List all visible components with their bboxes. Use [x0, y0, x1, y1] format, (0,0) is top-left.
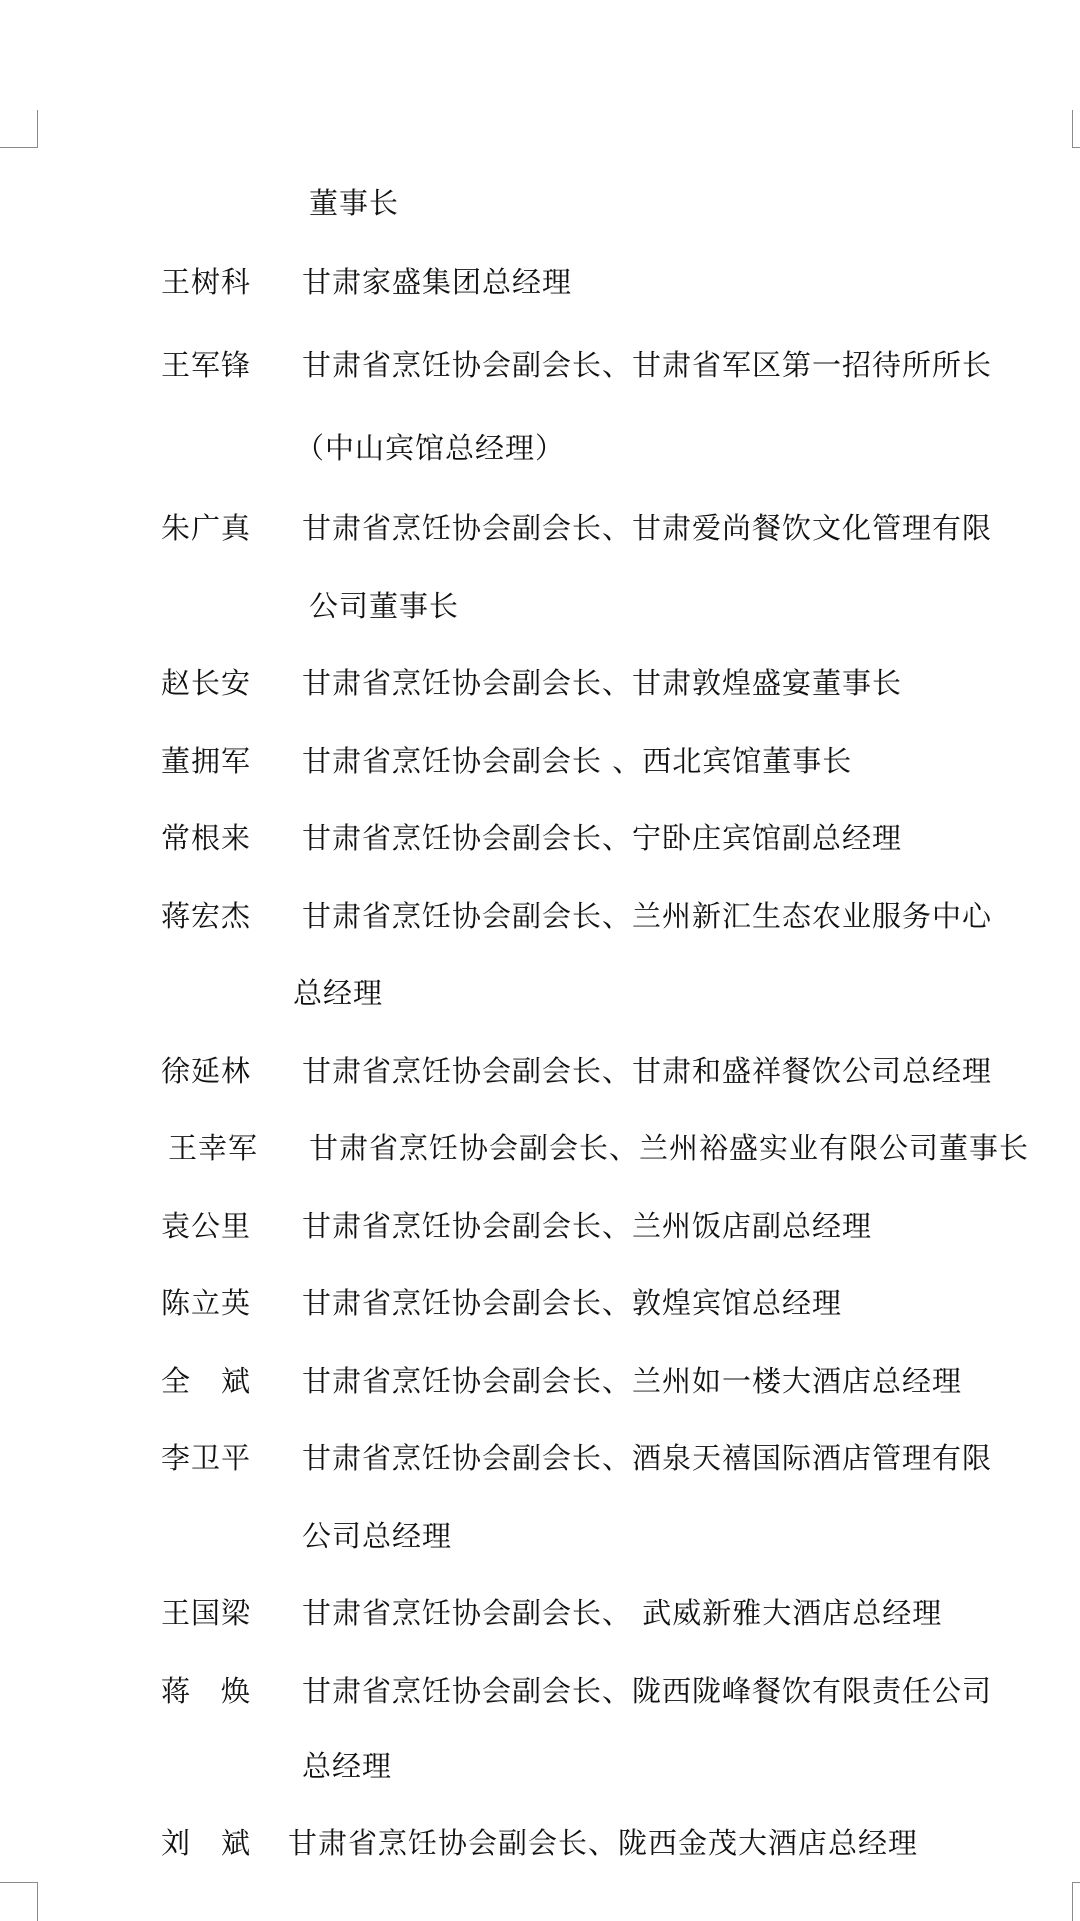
crop-mark-bottom-right — [1072, 1882, 1080, 1921]
entry-continuation: 董事长 — [309, 186, 400, 220]
member-title: 甘肃省烹饪协会副会长、甘肃敦煌盛宴董事长 — [302, 666, 903, 700]
member-name: 徐延林 — [161, 1054, 252, 1088]
member-title: 甘肃省烹饪协会副会长、敦煌宾馆总经理 — [302, 1286, 843, 1320]
member-name: 赵长安 — [161, 666, 252, 700]
crop-mark-top-left — [0, 110, 38, 148]
member-name: 王国梁 — [161, 1596, 252, 1630]
member-name: 王树科 — [161, 265, 252, 299]
member-name: 王军锋 — [161, 348, 252, 382]
member-name: 陈立英 — [161, 1286, 252, 1320]
member-title: 甘肃省烹饪协会副会长、兰州饭店副总经理 — [302, 1209, 873, 1243]
member-title: 甘肃省烹饪协会副会长、陇西陇峰餐饮有限责任公司 — [302, 1674, 993, 1708]
crop-mark-top-right — [1072, 110, 1080, 148]
member-title: 甘肃省烹饪协会副会长 、西北宾馆董事长 — [302, 744, 853, 778]
member-title: 甘肃省烹饪协会副会长、宁卧庄宾馆副总经理 — [302, 821, 903, 855]
member-title: 甘肃省烹饪协会副会长、甘肃省军区第一招待所所长 — [302, 348, 993, 382]
member-name: 全 斌 — [161, 1364, 252, 1398]
entry-continuation: 总经理 — [293, 976, 384, 1010]
member-title: 甘肃省烹饪协会副会长、 武威新雅大酒店总经理 — [302, 1596, 943, 1630]
member-name: 蒋宏杰 — [161, 899, 252, 933]
member-title: 甘肃家盛集团总经理 — [302, 265, 573, 299]
member-name: 李卫平 — [161, 1441, 252, 1475]
member-name: 蒋 焕 — [161, 1674, 252, 1708]
member-title: 甘肃省烹饪协会副会长、酒泉天禧国际酒店管理有限 — [302, 1441, 993, 1475]
member-title: 甘肃省烹饪协会副会长、甘肃爱尚餐饮文化管理有限 — [302, 511, 993, 545]
member-name: 刘 斌 — [161, 1826, 252, 1860]
crop-mark-bottom-left — [0, 1882, 38, 1921]
member-name: 朱广真 — [161, 511, 252, 545]
member-name: 董拥军 — [161, 744, 252, 778]
member-title: 甘肃省烹饪协会副会长、甘肃和盛祥餐饮公司总经理 — [302, 1054, 993, 1088]
member-title: 甘肃省烹饪协会副会长、兰州如一楼大酒店总经理 — [302, 1364, 963, 1398]
entry-continuation: 总经理 — [302, 1749, 393, 1783]
member-title: 甘肃省烹饪协会副会长、兰州新汇生态农业服务中心 — [302, 899, 993, 933]
entry-continuation: （中山宾馆总经理） — [295, 431, 566, 465]
entry-continuation: 公司总经理 — [302, 1519, 453, 1553]
member-title: 甘肃省烹饪协会副会长、兰州裕盛实业有限公司董事长 — [309, 1131, 1030, 1165]
member-title: 甘肃省烹饪协会副会长、陇西金茂大酒店总经理 — [288, 1826, 919, 1860]
member-name: 袁公里 — [161, 1209, 252, 1243]
entry-continuation: 公司董事长 — [309, 589, 460, 623]
member-name: 常根来 — [161, 821, 252, 855]
member-name: 王幸军 — [168, 1131, 259, 1165]
